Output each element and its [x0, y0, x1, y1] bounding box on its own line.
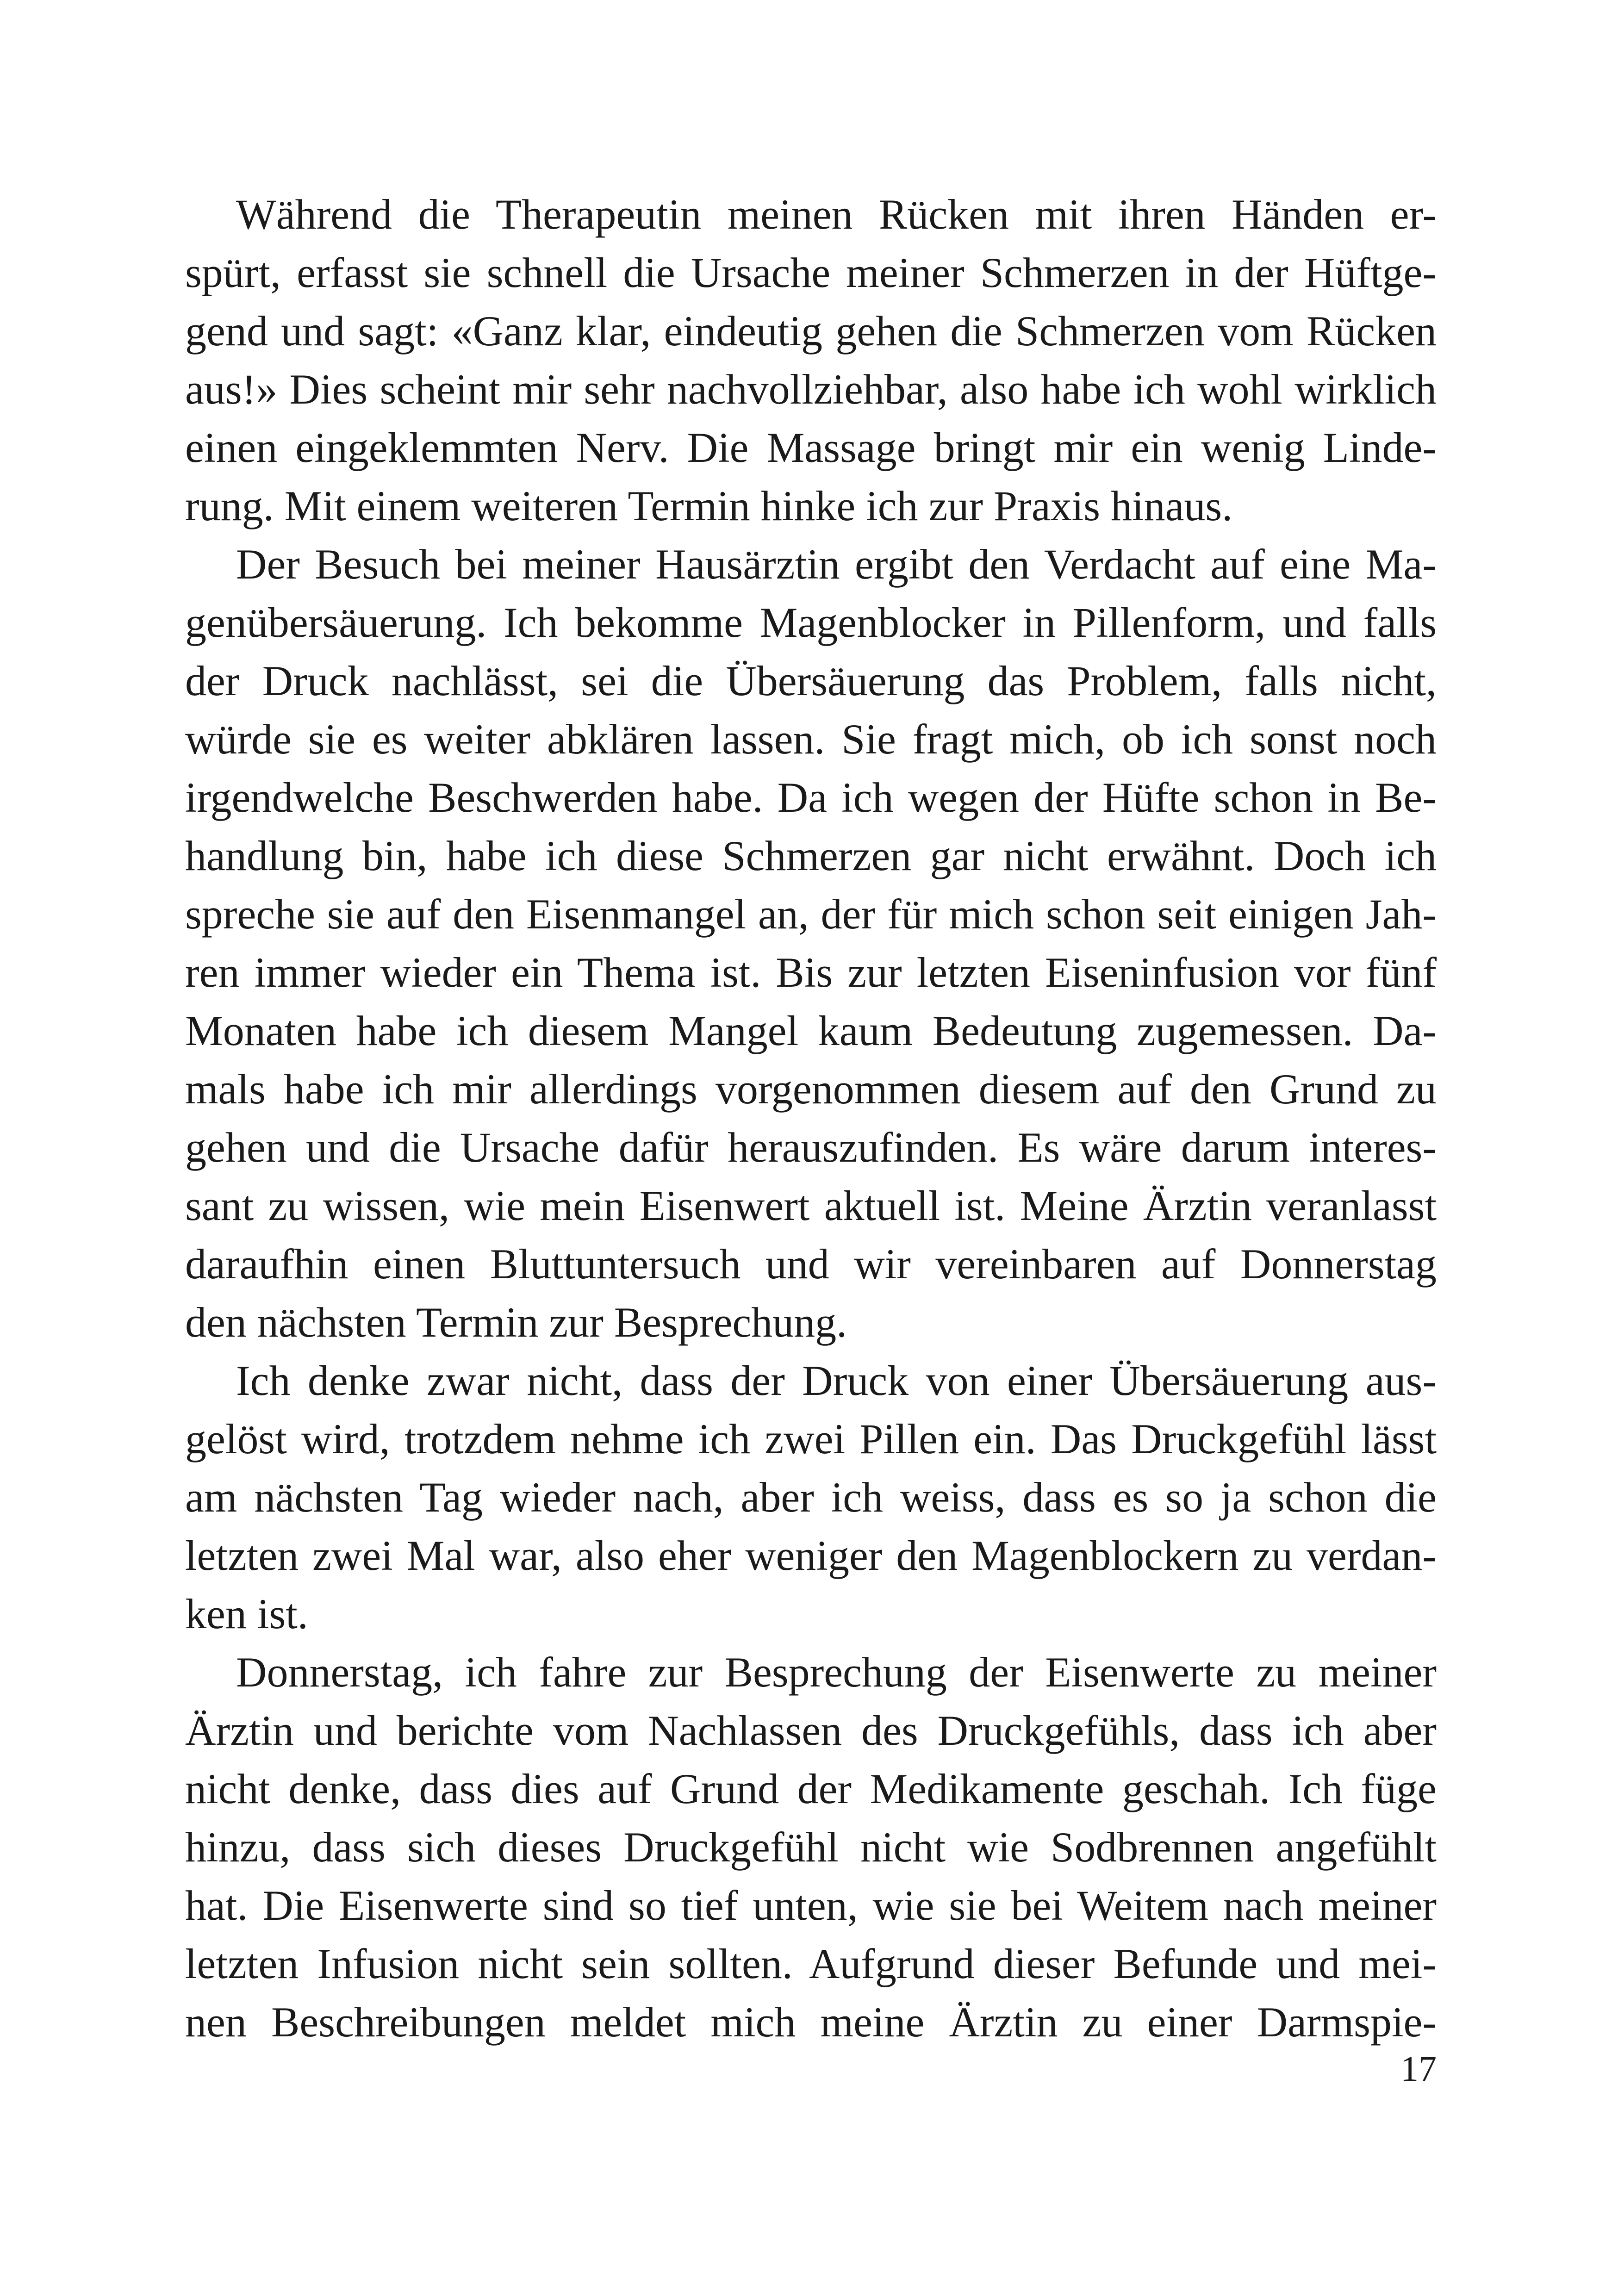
paragraph-1: [185, 185, 1437, 535]
text-line: hinzu, dass sich dieses Druckgefühl nicht wie Sodbrennen angefühlt: [185, 1823, 1437, 1871]
text-line: würde sie es weiter abklären lassen. Sie fragt mich, ob ich sonst noch: [185, 716, 1437, 763]
text-line: nen Beschreibungen meldet mich meine Ärztin zu einer Darmspie-: [185, 1998, 1437, 2046]
text-line: aus!» Dies scheint mir sehr nachvollziehbar, also habe ich wohl wirklich: [185, 366, 1437, 413]
text-line: Monaten habe ich diesem Mangel kaum Bedeutung zugemessen. Da-: [185, 1007, 1437, 1054]
text-line: hat. Die Eisenwerte sind so tief unten, wie sie bei Weitem nach meiner: [185, 1882, 1437, 1929]
text-line: rung. Mit einem weiteren Termin hinke ich zur Praxis hinaus.: [185, 482, 1233, 529]
text-line: einen eingeklemmten Nerv. Die Massage bringt mir ein wenig Linde-: [185, 424, 1437, 471]
text-line: ren immer wieder ein Thema ist. Bis zur letzten Eiseninfusion vor fünf: [185, 949, 1437, 996]
body-text: [185, 185, 1437, 2051]
paragraph-2: [185, 535, 1437, 1351]
text-line: letzten zwei Mal war, also eher weniger den Magenblockern zu verdan-: [185, 1532, 1437, 1579]
text-line: nicht denke, dass dies auf Grund der Medikamente geschah. Ich füge: [185, 1765, 1437, 1812]
text-line: irgendwelche Beschwerden habe. Da ich wegen der Hüfte schon in Be-: [185, 774, 1437, 821]
text-line: Donnerstag, ich fahre zur Besprechung der Eisenwerte zu meiner: [236, 1649, 1437, 1696]
text-line: gelöst wird, trotzdem nehme ich zwei Pillen ein. Das Druckgefühl lässt: [185, 1415, 1437, 1462]
text-line: gehen und die Ursache dafür herauszufinden. Es wäre darum interes-: [185, 1124, 1437, 1171]
page-number: 17: [1400, 2048, 1437, 2089]
paragraph-4: [185, 1643, 1437, 2051]
text-line: daraufhin einen Bluttuntersuch und wir vereinbaren auf Donnerstag: [185, 1240, 1437, 1288]
text-line: handlung bin, habe ich diese Schmerzen gar nicht erwähnt. Doch ich: [185, 832, 1437, 879]
text-line: genübersäuerung. Ich bekomme Magenblocker in Pillenform, und falls: [185, 599, 1437, 646]
text-line: spürt, erfasst sie schnell die Ursache meiner Schmerzen in der Hüftge-: [185, 249, 1437, 296]
text-line: sant zu wissen, wie mein Eisenwert aktuell ist. Meine Ärztin veranlasst: [185, 1182, 1437, 1229]
text-line: der Druck nachlässt, sei die Übersäuerung das Problem, falls nicht,: [185, 657, 1437, 704]
text-line: Der Besuch bei meiner Hausärztin ergibt den Verdacht auf eine Ma-: [236, 541, 1437, 588]
paragraph-3: [185, 1351, 1437, 1643]
text-line: mals habe ich mir allerdings vorgenommen diesem auf den Grund zu: [185, 1065, 1437, 1113]
text-line: spreche sie auf den Eisenmangel an, der für mich schon seit einigen Jah-: [185, 890, 1437, 938]
text-line: Ärztin und berichte vom Nachlassen des Druckgefühls, dass ich aber: [185, 1707, 1437, 1754]
text-line: ken ist.: [185, 1590, 308, 1637]
text-line: den nächsten Termin zur Besprechung.: [185, 1299, 847, 1346]
text-line: gend und sagt: «Ganz klar, eindeutig gehen die Schmerzen vom Rücken: [185, 307, 1437, 355]
text-line: Während die Therapeutin meinen Rücken mit ihren Händen er-: [236, 191, 1437, 238]
text-line: am nächsten Tag wieder nach, aber ich weiss, dass es so ja schon die: [185, 1474, 1437, 1521]
text-line: letzten Infusion nicht sein sollten. Aufgrund dieser Befunde und mei-: [185, 1940, 1437, 1987]
text-line: Ich denke zwar nicht, dass der Druck von einer Übersäuerung aus-: [236, 1357, 1437, 1404]
